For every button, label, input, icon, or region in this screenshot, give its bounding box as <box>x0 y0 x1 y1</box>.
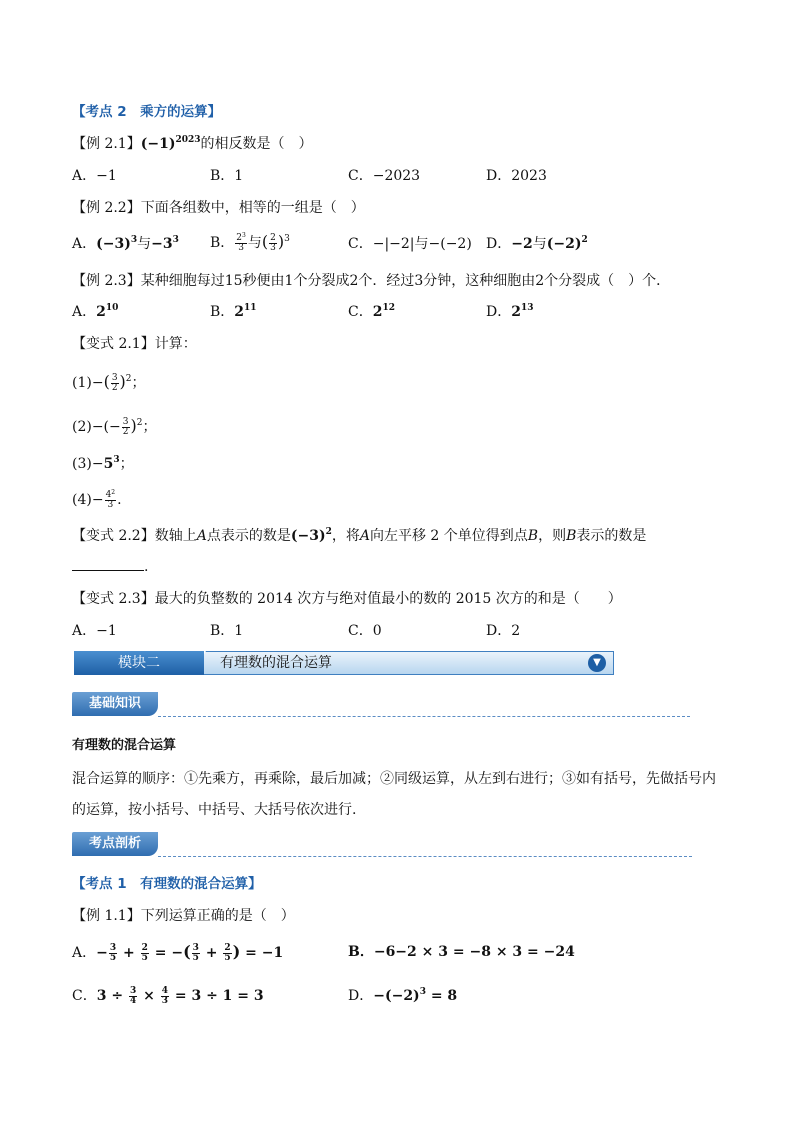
basic-text-line-2: 的运算，按小括号、中括号、大括号依次进行. <box>72 802 357 818</box>
calc-item-2: (2)−(− $\frac{3}{2}$ )$^2$； <box>72 416 157 437</box>
option-b: B．$2^{11}$ <box>210 303 257 320</box>
analysis-tag: 考点剖析 <box>72 832 158 856</box>
calc-item-3: $(3)-5^3$； <box>72 455 134 472</box>
module-banner <box>74 651 614 675</box>
question-text: 的相反数是（ ） <box>200 136 313 152</box>
option-d: D．2 <box>486 623 521 639</box>
example-label: 【例 2.2】 <box>72 200 141 216</box>
fraction: $\frac{2}{3}$ <box>270 232 276 253</box>
question-text: 最大的负整数的 2014 次方与绝对值最小的数的 2015 次方的和是（ ） <box>154 591 622 607</box>
kaodian-2-title: 【考点 2 乘方的运算】 <box>72 104 222 120</box>
option-c: C．−|−2|与−(−2) <box>348 236 472 252</box>
option-b: B．1 <box>210 168 244 184</box>
option-a: A．$2^{10}$ <box>72 303 119 320</box>
example-2-2 <box>72 198 365 218</box>
option-b: B．−6−2 × 3 = −8 × 3 = −24 <box>348 944 575 960</box>
example-label: 【变式 2.2】 <box>72 528 155 544</box>
option-c: C．0 <box>348 623 382 639</box>
math-expr: (−1) <box>140 136 176 152</box>
kaodian-1-title: 【考点 1 有理数的混合运算】 <box>72 876 262 892</box>
example-1-1 <box>72 906 295 926</box>
calc-item-4: (4)− $\frac{4^2}{3}$ . <box>72 488 122 510</box>
option-b: B．1 <box>210 623 244 639</box>
option-c: C．−2023 <box>348 168 421 184</box>
section-divider <box>158 716 690 717</box>
option-b: B． $\frac{2^3}{3}$ 与( $\frac{2}{3}$ )$^3$ <box>210 231 290 253</box>
question-text: 某种细胞每过15秒便由1个分裂成2个．经过3分钟，这种细胞由2个分裂成（ ）个． <box>140 273 671 289</box>
fraction: $\frac{2^3}{3}$ <box>236 231 246 253</box>
option-a: A．−1 <box>72 623 117 639</box>
option-d: D．−2与$(-2)^2$ <box>486 235 588 252</box>
option-a: A．− $\frac{3}{5}$ + $\frac{2}{5}$ = −( $\frac{3}{5}$ + $\frac{2}{5}$ ) = −1 <box>72 942 284 963</box>
chevron-down-icon: ▼ <box>588 654 606 672</box>
example-label: 【例 1.1】 <box>72 908 141 924</box>
example-label: 【例 2.1】 <box>72 136 141 152</box>
math-exponent: 2023 <box>175 135 201 145</box>
basic-heading: 有理数的混合运算 <box>72 738 177 753</box>
option-a: A．−1 <box>72 168 117 184</box>
calc-item-1: (1)−( $\frac{3}{2}$ )$^2$； <box>72 372 146 393</box>
variant-2-3 <box>72 589 622 609</box>
variant-2-1 <box>72 334 197 354</box>
example-2-1 <box>72 134 313 154</box>
option-d: D．2023 <box>486 168 547 184</box>
option-c: C．3 ÷ $\frac{3}{4}$ × $\frac{4}{3}$ = 3 ÷ 1 = 3 <box>72 985 264 1006</box>
variant-2-2: 【变式 2.2】数轴上A点表示的数是$(-3)^2$，将A向左平移 2 个单位得到点B，则B表示的数是 <box>72 527 647 544</box>
module-title: 有理数的混合运算 <box>220 655 332 671</box>
question-text: 计算： <box>154 336 197 352</box>
example-label: 【例 2.3】 <box>72 273 141 289</box>
basic-knowledge-tag: 基础知识 <box>72 692 158 716</box>
answer-blank-line: . <box>72 556 148 577</box>
module-label: 模块二 <box>74 651 204 675</box>
section-divider <box>158 856 692 857</box>
question-text: 下面各组数中，相等的一组是（ ） <box>140 200 365 216</box>
answer-blank[interactable] <box>72 556 144 571</box>
option-a: A．$(-3)^3$与$-3^3$ <box>72 235 179 252</box>
example-label: 【变式 2.1】 <box>72 336 155 352</box>
question-text: 下列运算正确的是（ ） <box>140 908 295 924</box>
option-c: C．$2^{12}$ <box>348 303 395 320</box>
example-label: 【变式 2.3】 <box>72 591 155 607</box>
option-d: D．$2^{13}$ <box>486 303 534 320</box>
basic-text-line-1: 混合运算的顺序：①先乘方，再乘除，最后加减；②同级运算，从左到右进行；③如有括号，先做括号内 <box>72 771 716 787</box>
example-2-3 <box>72 271 670 291</box>
option-d: D．$-(-2)^3 = 8$ <box>348 987 458 1004</box>
